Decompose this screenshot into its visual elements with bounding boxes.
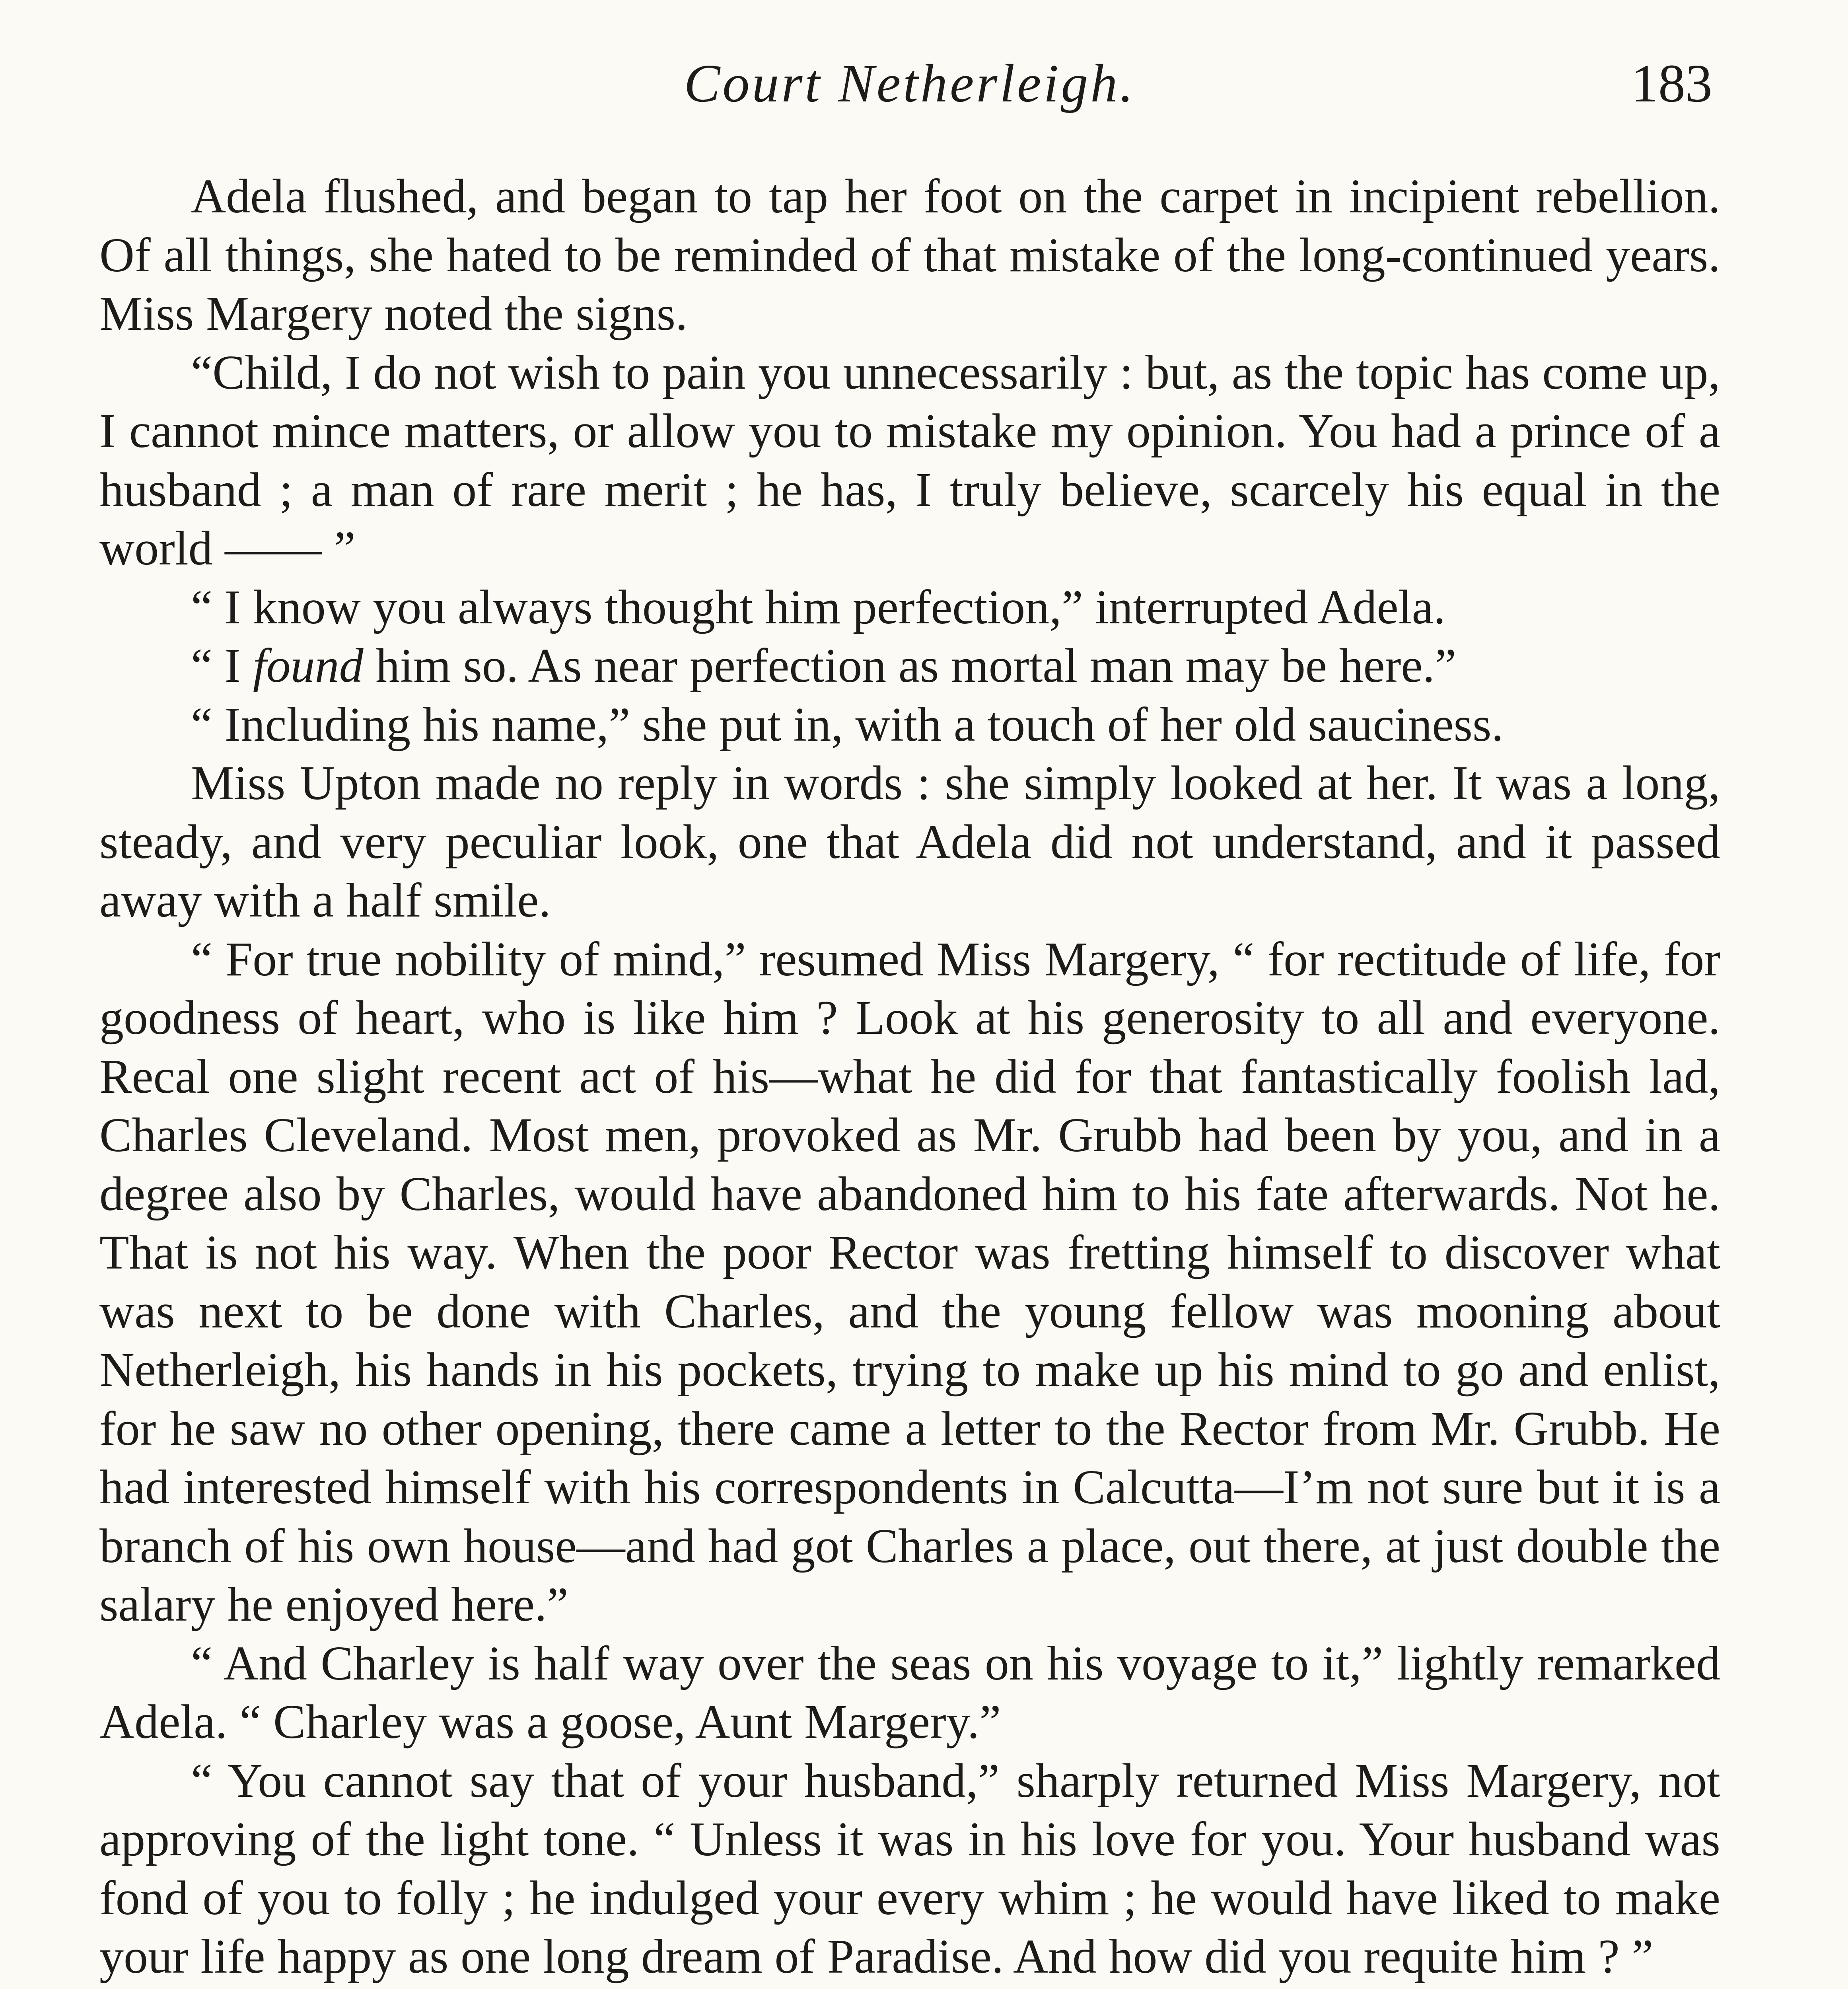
paragraph <box>99 636 1720 695</box>
paragraph-text: him so. As near perfection as mortal man may be here.” <box>363 639 1457 693</box>
paragraph: “Child, I do not wish to pain you unnecessarily : but, as the topic has come up, I cannot mince matters, or allow you to mistake my opinion. You had a prince of a husband ; a man of rare merit ; he has, I truly believe, scarcely his equal in the world —— ” <box>99 345 1720 575</box>
running-title: Court Netherleigh. <box>684 54 1136 113</box>
page-number: 183 <box>1631 54 1712 113</box>
paragraph: Adela flushed, and began to tap her foot on the carpet in incipient rebellion. Of all things, she hated to be reminded of that mistake of the long-continued years. Miss Margery noted the signs. <box>99 169 1720 341</box>
paragraph <box>99 1986 1720 1989</box>
paragraph: “ Including his name,” she put in, with a touch of her old sauciness. <box>191 697 1504 751</box>
paragraph: “ For true nobility of mind,” resumed Miss Margery, “ for rectitude of life, for goodness of heart, who is like him ? Look at his generosity to all and everyone. Recal one slight recent act of his—what he did for that fantastically foolish lad, Charles Cleveland. Most men, provoked as Mr. Grubb had been by you, and in a degree also by Charles, would have abandoned him to his fate afterwards. Not he. That is not his way. When the poor Rector was fretting himself to discover what was next to be done with Charles, and the young fellow was mooning about Netherleigh, his hands in his pockets, trying to make up his mind to go and enlist, for he saw no other opening, there came a letter to the Rector from Mr. Grubb. He had interested himself with his correspondents in Calcutta—I’m not sure but it is a branch of his own house—and had got Charles a place, out there, at just double the salary he enjoyed here.” <box>99 932 1720 1631</box>
paragraph: “ And Charley is half way over the seas on his voyage to it,” lightly remarked Adela. “ Charley was a goose, Aunt Margery.” <box>99 1636 1720 1749</box>
body-text <box>99 167 1720 1989</box>
paragraph: “ I know you always thought him perfection,” interrupted Adela. <box>191 580 1446 634</box>
paragraph-text: “ I <box>191 639 253 693</box>
page-header <box>107 48 1712 119</box>
paragraph: “ You cannot say that of your husband,” sharply returned Miss Margery, not approving of the light tone. “ Unless it was in his love for you. Your husband was fond of you to folly ; he indulged your every whim ; he would have liked to make your life happy as one long dream of Paradise. And how did you requite him ? ” <box>99 1754 1720 1983</box>
paragraph: Miss Upton made no reply in words : she simply looked at her. It was a long, steady, and very peculiar look, one that Adela did not understand, and it passed away with a half smile. <box>99 756 1720 927</box>
emphasized-word: found <box>253 639 364 693</box>
